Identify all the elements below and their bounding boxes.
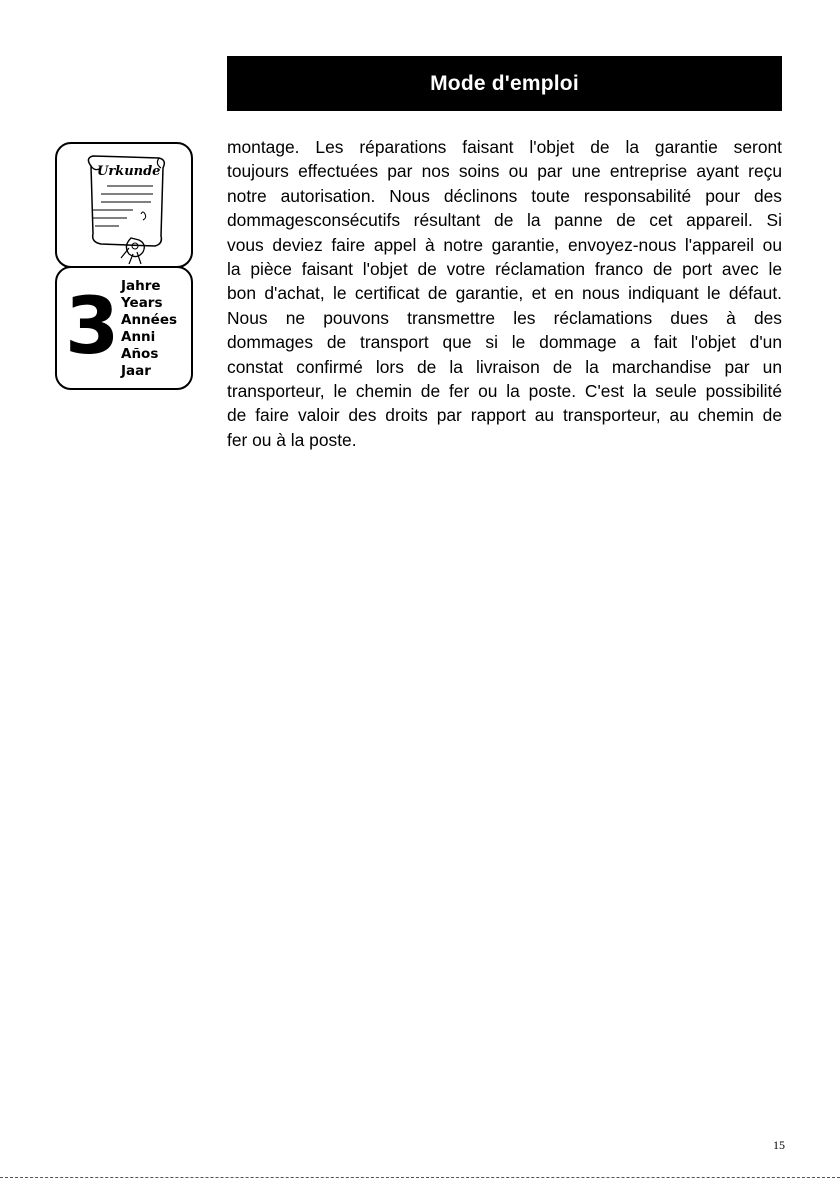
text-line: constat confirmé lors de la livraison de la marchandise par un <box>227 356 782 377</box>
text-line: la pièce faisant l'objet de votre réclamation franco de port avec le <box>227 259 782 280</box>
text-line: dommages de transport que si le dommage a fait l'objet d'un <box>227 332 782 353</box>
page-title: Mode d'emploi <box>430 71 579 95</box>
years-label-es: Años <box>121 346 159 362</box>
certificate-scroll-icon <box>71 148 181 266</box>
warranty-badge <box>55 142 193 390</box>
text-line: toujours effectuées par nos soins ou par une entreprise ayant reçu <box>227 161 782 182</box>
years-label-fr: Années <box>121 312 178 328</box>
warranty-years-number: 3 <box>65 282 120 372</box>
text-line: notre autorisation. Nous déclinons toute responsabilité pour des <box>227 185 782 206</box>
text-line: montage. Les réparations faisant l'objet de la garantie seront <box>227 137 782 157</box>
certificate-panel <box>55 142 193 268</box>
warranty-paragraph <box>227 135 782 452</box>
text-line: fer ou à la poste. <box>227 429 357 450</box>
years-label-en: Years <box>121 295 163 311</box>
text-line: dommagesconsécutifs résultant de la panne de cet appareil. Si <box>227 210 782 231</box>
text-line: Nous ne pouvons transmettre les réclamations dues à des <box>227 307 782 328</box>
text-line: de faire valoir des droits par rapport au transporteur, au chemin de <box>227 405 782 426</box>
text-line: bon d'achat, le certificat de garantie, et en nous indiquant le défaut. <box>227 283 782 304</box>
years-label-it: Anni <box>121 329 156 345</box>
text-line: transporteur, le chemin de fer ou la poste. C'est la seule possibilité <box>227 381 782 402</box>
page-header-bar <box>227 56 782 111</box>
page-number: 15 <box>773 1138 785 1152</box>
years-label-de: Jahre <box>121 278 161 294</box>
warranty-years-panel <box>55 266 193 390</box>
footer-divider <box>0 1177 840 1178</box>
seal-label: Urkunde <box>97 164 161 179</box>
text-line: vous deviez faire appel à notre garantie, envoyez-nous l'appareil ou <box>227 234 782 255</box>
years-label-nl: Jaar <box>121 363 151 379</box>
warranty-years-languages <box>121 278 177 380</box>
